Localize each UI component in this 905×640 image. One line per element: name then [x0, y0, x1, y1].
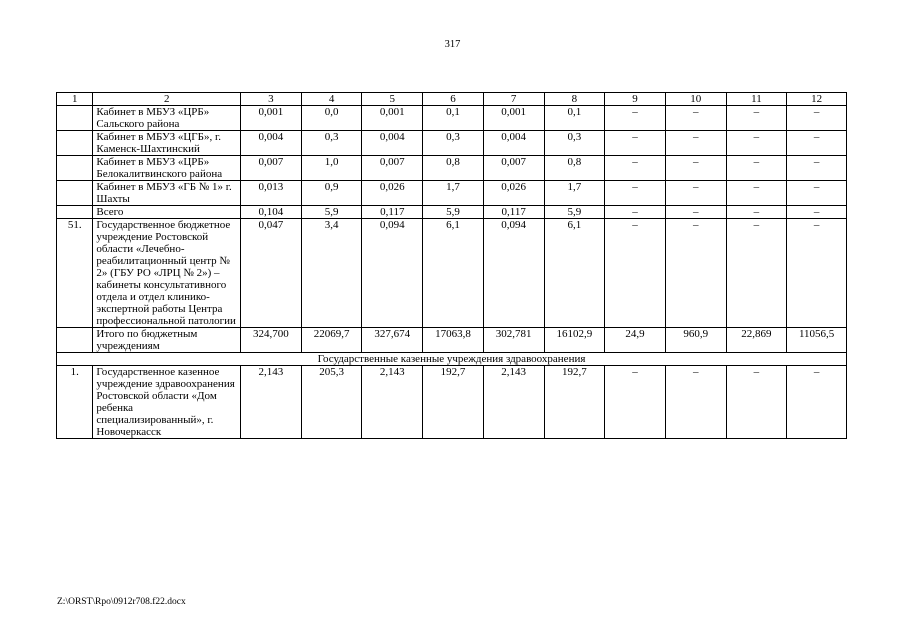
value-cell: – — [605, 181, 666, 206]
value-cell: – — [726, 181, 787, 206]
value-cell: 0,026 — [362, 181, 423, 206]
table-row — [57, 106, 847, 131]
header-cell: 3 — [241, 93, 302, 106]
table-row — [57, 156, 847, 181]
value-cell: 1,7 — [423, 181, 484, 206]
value-cell: – — [665, 131, 726, 156]
header-cell: 10 — [665, 93, 726, 106]
value-cell: 0,026 — [483, 181, 544, 206]
value-cell: 0,1 — [544, 106, 605, 131]
table-row — [57, 328, 847, 353]
row-number-cell — [57, 181, 93, 206]
value-cell: 5,9 — [544, 206, 605, 219]
header-cell: 8 — [544, 93, 605, 106]
value-cell: – — [787, 366, 847, 439]
value-cell: 0,007 — [241, 156, 302, 181]
value-cell: – — [726, 206, 787, 219]
value-cell: 2,143 — [483, 366, 544, 439]
value-cell: – — [605, 106, 666, 131]
value-cell: 1,0 — [301, 156, 362, 181]
table-row — [57, 181, 847, 206]
header-cell: 4 — [301, 93, 362, 106]
value-cell: 0,117 — [362, 206, 423, 219]
header-cell: 6 — [423, 93, 484, 106]
value-cell: 205,3 — [301, 366, 362, 439]
value-cell: – — [726, 106, 787, 131]
value-cell: 0,094 — [362, 219, 423, 328]
value-cell: 0,007 — [362, 156, 423, 181]
row-number-cell — [57, 206, 93, 219]
header-cell: 2 — [93, 93, 241, 106]
value-cell: – — [605, 366, 666, 439]
value-cell: – — [787, 206, 847, 219]
value-cell: 327,674 — [362, 328, 423, 353]
value-cell: – — [665, 181, 726, 206]
value-cell: – — [726, 131, 787, 156]
value-cell: 0,004 — [362, 131, 423, 156]
value-cell: – — [665, 366, 726, 439]
value-cell: 0,094 — [483, 219, 544, 328]
institution-name-cell: Кабинет в МБУЗ «ЦРБ» Белокалитвинского района — [93, 156, 241, 181]
section-heading: Государственные казенные учреждения здравоохранения — [57, 353, 847, 366]
value-cell: – — [787, 106, 847, 131]
row-number-cell: 1. — [57, 366, 93, 439]
value-cell: – — [665, 106, 726, 131]
value-cell: – — [787, 219, 847, 328]
value-cell: 0,117 — [483, 206, 544, 219]
value-cell: 0,001 — [362, 106, 423, 131]
header-cell: 12 — [787, 93, 847, 106]
value-cell: 324,700 — [241, 328, 302, 353]
institution-name-cell: Государственное казенное учреждение здравоохранения Ростовской области «Дом ребенка специализированный», г. Новочеркасск — [93, 366, 241, 439]
row-number-cell: 51. — [57, 219, 93, 328]
value-cell: 6,1 — [423, 219, 484, 328]
header-cell: 9 — [605, 93, 666, 106]
value-cell: 24,9 — [605, 328, 666, 353]
value-cell: 2,143 — [362, 366, 423, 439]
table-row — [57, 131, 847, 156]
value-cell: 0,047 — [241, 219, 302, 328]
value-cell: 0,004 — [241, 131, 302, 156]
institution-name-cell: Кабинет в МБУЗ «ГБ № 1» г. Шахты — [93, 181, 241, 206]
data-table — [56, 92, 847, 439]
page-number: 317 — [444, 39, 461, 50]
header-cell: 1 — [57, 93, 93, 106]
header-cell: 7 — [483, 93, 544, 106]
value-cell: – — [605, 156, 666, 181]
value-cell: 5,9 — [301, 206, 362, 219]
value-cell: 22,869 — [726, 328, 787, 353]
value-cell: – — [605, 206, 666, 219]
header-cell: 11 — [726, 93, 787, 106]
value-cell: 17063,8 — [423, 328, 484, 353]
institution-name-cell: Итого по бюджетным учреждениям — [93, 328, 241, 353]
row-number-cell — [57, 156, 93, 181]
value-cell: 0,007 — [483, 156, 544, 181]
table-row — [57, 366, 847, 439]
section-heading-row — [57, 353, 847, 366]
value-cell: 0,8 — [544, 156, 605, 181]
value-cell: 0,001 — [241, 106, 302, 131]
value-cell: – — [605, 131, 666, 156]
value-cell: 192,7 — [544, 366, 605, 439]
value-cell: 0,1 — [423, 106, 484, 131]
footer-file-path: Z:\ORST\Rpo\0912r708.f22.docx — [57, 597, 186, 607]
institution-name-cell: Кабинет в МБУЗ «ЦРБ» Сальского района — [93, 106, 241, 131]
table-row — [57, 206, 847, 219]
value-cell: 960,9 — [665, 328, 726, 353]
value-cell: 0,104 — [241, 206, 302, 219]
value-cell: 0,3 — [544, 131, 605, 156]
row-number-cell — [57, 328, 93, 353]
row-number-cell — [57, 106, 93, 131]
value-cell: – — [665, 206, 726, 219]
value-cell: – — [665, 219, 726, 328]
row-number-cell — [57, 131, 93, 156]
institution-name-cell: Кабинет в МБУЗ «ЦГБ», г. Каменск-Шахтинский — [93, 131, 241, 156]
value-cell: 0,0 — [301, 106, 362, 131]
institution-name-cell: Всего — [93, 206, 241, 219]
value-cell: 0,3 — [423, 131, 484, 156]
value-cell: 0,3 — [301, 131, 362, 156]
value-cell: 0,013 — [241, 181, 302, 206]
table-header-row — [57, 93, 847, 106]
value-cell: 1,7 — [544, 181, 605, 206]
value-cell: 0,004 — [483, 131, 544, 156]
value-cell: 16102,9 — [544, 328, 605, 353]
value-cell: 5,9 — [423, 206, 484, 219]
value-cell: 22069,7 — [301, 328, 362, 353]
value-cell: 6,1 — [544, 219, 605, 328]
value-cell: – — [605, 219, 666, 328]
value-cell: – — [726, 156, 787, 181]
table-row — [57, 219, 847, 328]
value-cell: – — [726, 219, 787, 328]
value-cell: 11056,5 — [787, 328, 847, 353]
value-cell: 302,781 — [483, 328, 544, 353]
institution-name-cell: Государственное бюджетное учреждение Ростовской области «Лечебно-реабилитационный центр № 2» (ГБУ РО «ЛРЦ № 2») – кабинеты консультативного отдела и отдел клинико-экспертной работы Центра профессиональной патологии — [93, 219, 241, 328]
value-cell: 2,143 — [241, 366, 302, 439]
value-cell: 0,9 — [301, 181, 362, 206]
value-cell: – — [787, 156, 847, 181]
value-cell: 0,001 — [483, 106, 544, 131]
header-cell: 5 — [362, 93, 423, 106]
value-cell: – — [726, 366, 787, 439]
value-cell: 3,4 — [301, 219, 362, 328]
value-cell: – — [665, 156, 726, 181]
value-cell: 0,8 — [423, 156, 484, 181]
value-cell: – — [787, 131, 847, 156]
value-cell: 192,7 — [423, 366, 484, 439]
value-cell: – — [787, 181, 847, 206]
